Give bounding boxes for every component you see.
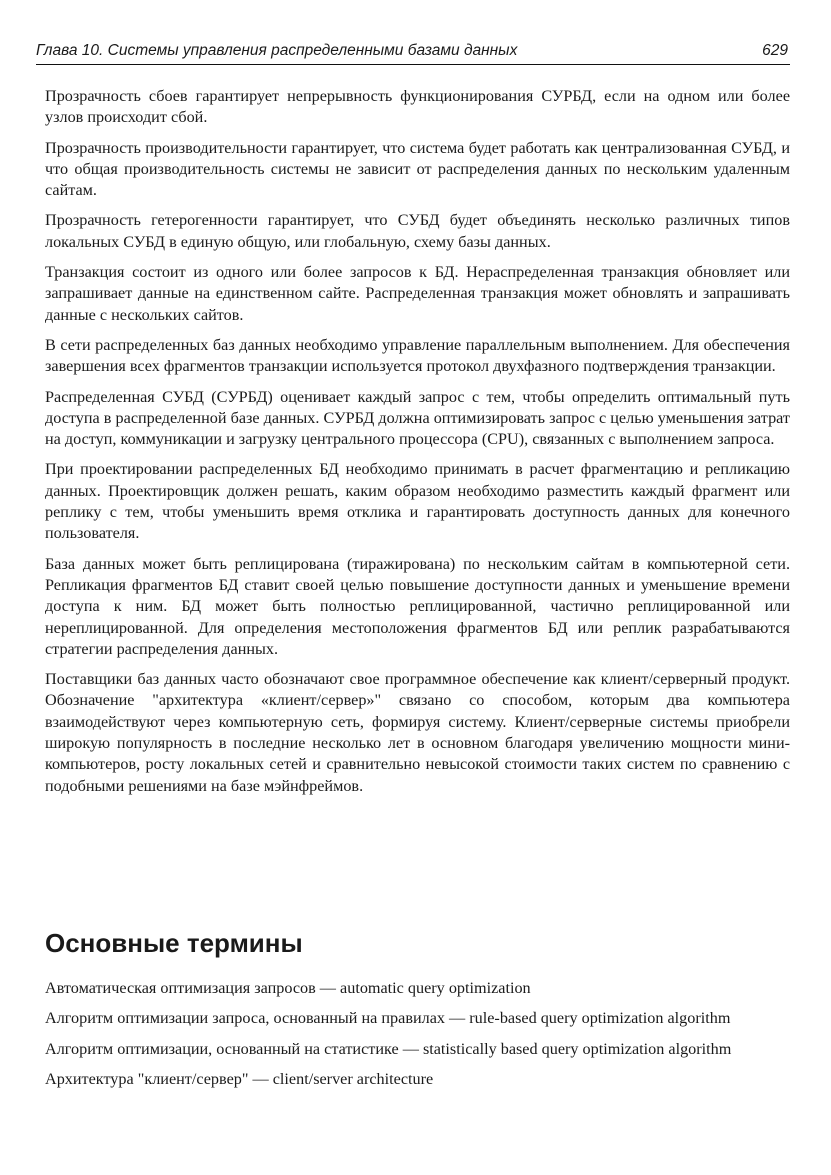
paragraph: В сети распределенных баз данных необходимо управление параллельным выполнением. Для обеспечения завершения всех фрагментов транзакции используется протокол двухфазного подтверждения транзакции. [45, 335, 790, 376]
paragraph: Прозрачность производительности гарантирует, что система будет работать как централизованная СУБД, и что общая производительность системы не зависит от распределения данных по нескольким удаленным сайтам. [45, 138, 790, 200]
glossary-list [45, 978, 790, 1099]
glossary-term: Алгоритм оптимизации запроса, основанный на правилах — rule-based query optimization algorithm [45, 1009, 731, 1028]
running-header [36, 38, 790, 65]
page-number: 629 [762, 42, 788, 59]
paragraph: Транзакция состоит из одного или более запросов к БД. Нераспределенная транзакция обновляет или запрашивает данные на единственном сайте. Распределенная транзакция может обновлять и запрашивать данные с нескольких сайтов. [45, 263, 790, 324]
glossary-term: Автоматическая оптимизация запросов — automatic query optimization [45, 979, 531, 997]
paragraph: Прозрачность сбоев гарантирует непрерывность функционирования СУРБД, если на одном или более узлов происходит сбой. [45, 87, 790, 127]
glossary-term: Архитектура "клиент/сервер" — client/server architecture [45, 1069, 434, 1088]
summary-text [45, 86, 790, 806]
paragraph: Прозрачность гетерогенности гарантирует, что СУБД будет объединять несколько различных типов локальных СУБД в единую общую, или глобальную, схему базы данных. [45, 211, 790, 251]
chapter-title: Глава 10. Системы управления распределенными базами данных [36, 42, 518, 59]
paragraph: База данных может быть реплицирована (тиражирована) по нескольким сайтам в компьютерной сети. Репликация фрагментов БД ставит своей целью повышение доступности данных и уменьшение времени доступа к ним. БД может быть полностью реплицированной, частично реплицированной или нереплицированной. Для определения местоположения фрагментов БД или реплик разрабатываются стратегии распределения данных. [45, 554, 790, 658]
paragraph: Поставщики баз данных часто обозначают свое программное обеспечение как клиент/серверный продукт. Обозначение "архитектура «клиент/сервер»" связано со способом, которым два компьютера взаимодействуют через компьютерную сеть, формируя систему. Клиент/серверные системы приобрели широкую популярность в последние несколько лет в основном благодаря увеличению мощности мини-компьютеров, росту локальных сетей и сравнительно невысокой стоимости таких систем по сравнению с подобными решениями на базе мэйнфреймов. [45, 670, 790, 795]
paragraph: Распределенная СУБД (СУРБД) оценивает каждый запрос с тем, чтобы определить оптимальный путь доступа в распределенной базе данных. СУРБД должна оптимизировать запрос с целью уменьшения затрат на доступ, коммуникации и загрузку центрального процессора (CPU), связанных с выполнением запроса. [45, 387, 790, 449]
section-heading: Основные термины [45, 928, 303, 958]
glossary-term: Алгоритм оптимизации, основанный на статистике — statistically based query optimization algorithm [45, 1039, 732, 1058]
paragraph: При проектировании распределенных БД необходимо принимать в расчет фрагментацию и репликацию данных. Проектировщик должен решать, каким образом необходимо разместить каждый фрагмент или реплику с тем, чтобы уменьшить время отклика и гарантировать доступность данных для конечного пользователя. [45, 460, 790, 543]
